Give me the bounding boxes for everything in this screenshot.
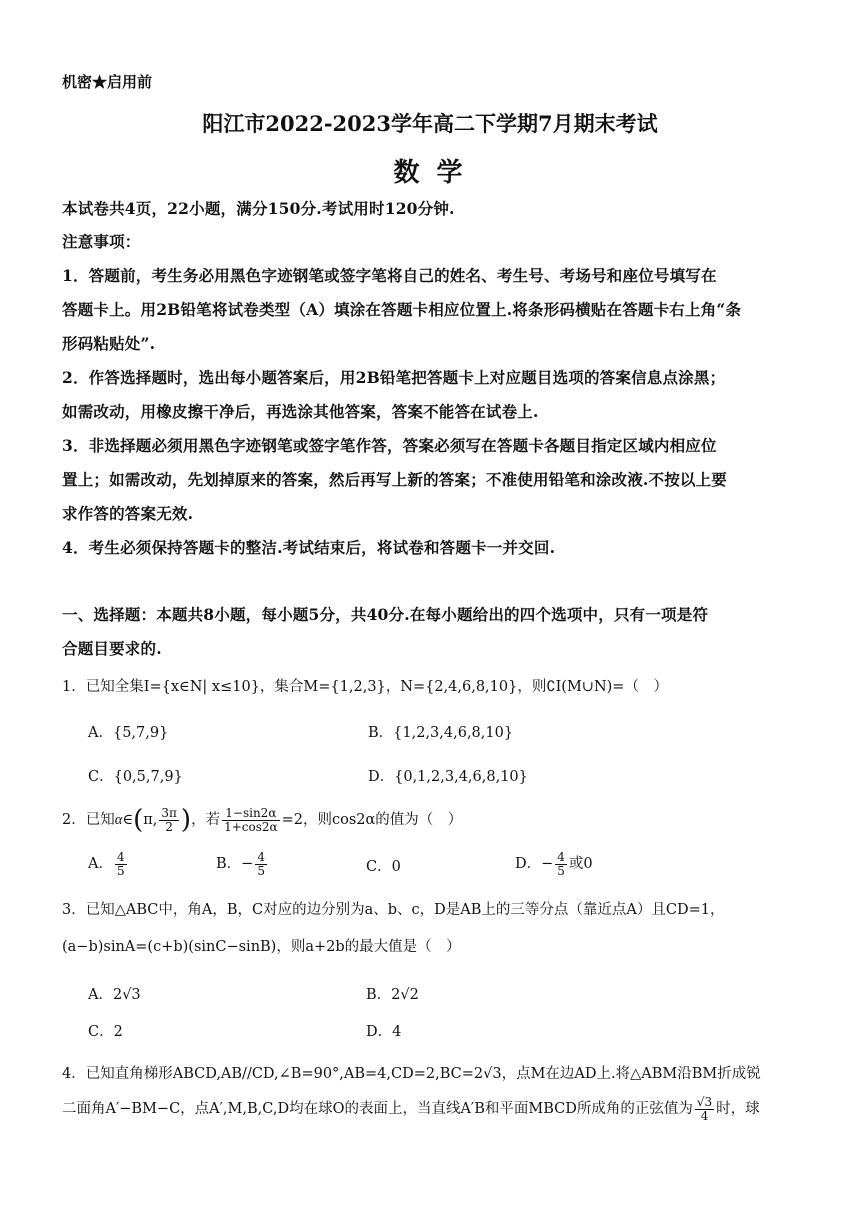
question-4-sine-fraction: [695, 1096, 714, 1123]
question-2-stem: [62, 800, 462, 840]
option-b-label: B．−: [216, 856, 254, 872]
option-a-numerator: 4: [116, 849, 125, 864]
note-1-line-1: 1．答题前，考生务必用黑色字迹钢笔或签字笔将自己的姓名、考生号、考场号和座位号填写在: [62, 266, 717, 285]
question-4-line-2-a: 二面角A′−BM−C，点A′,M,B,C,D均在球O的表面上，当直线A′B和平面MBCD所成角的正弦值为: [62, 1101, 693, 1117]
interval-numerator: 3π: [161, 805, 177, 820]
note-3-line-3: 求作答的答案无效.: [62, 504, 194, 523]
question-4-line-2: [62, 1092, 760, 1126]
confidential-label: 机密★启用前: [62, 73, 153, 91]
section-1-heading-line-1: 一、选择题：本题共8小题，每小题5分，共40分.在每小题给出的四个选项中，只有一项是符: [62, 605, 709, 624]
question-1-option-a: A．{5,7,9}: [88, 725, 169, 741]
exam-title: 阳江市2022-2023学年高二下学期7月期末考试: [202, 111, 658, 136]
right-paren-icon: ): [180, 805, 192, 835]
note-1-line-2: 答题卡上。用2B铅笔将试卷类型（A）填涂在答题卡相应位置上.将条形码横贴在答题卡右上角“条: [62, 300, 742, 319]
question-2-interval-left: π,: [143, 812, 158, 828]
notes-heading: 注意事项：: [62, 232, 141, 251]
question-3-option-b: B．2√2: [366, 987, 419, 1003]
option-d-suffix: 或0: [568, 856, 593, 872]
question-2-interval-fraction: [159, 807, 179, 834]
question-3-line-2: (a−b)sinA=(c+b)(sinC−sinB)，则a+2b的最大值是（ ）: [62, 939, 461, 955]
option-b-numerator: 4: [257, 849, 265, 864]
note-4: 4．考生必须保持答题卡的整洁.考试结束后，将试卷和答题卡一并交回.: [62, 538, 556, 557]
question-3-option-d: D．4: [366, 1024, 402, 1040]
condition-numerator: 1−sin2α: [222, 807, 280, 821]
note-1-line-3: 形码粘贴处”.: [62, 334, 156, 353]
question-1-option-c: C．{0,5,7,9}: [88, 769, 183, 785]
section-1-heading-line-2: 合题目要求的.: [62, 639, 162, 658]
question-2-alpha-in: α∈: [114, 812, 134, 828]
question-4-line-2-b: 时，球: [716, 1101, 760, 1117]
question-3-option-a: A．2√3: [88, 987, 141, 1003]
sine-numerator: √3: [696, 1094, 713, 1109]
option-a-fraction: [115, 851, 127, 878]
option-a-label: A．: [88, 856, 113, 872]
option-d-label: D．−: [515, 856, 554, 872]
option-d-fraction: [555, 851, 567, 878]
question-2-prefix: 2．已知: [62, 812, 115, 828]
question-2-if: ，若: [191, 812, 221, 828]
note-3-line-1: 3．非选择题必须用黑色字迹钢笔或签字笔作答，答案必须写在答题卡各题目指定区域内相应位: [62, 436, 717, 455]
question-1-stem: 1．已知全集I={x∈N| x≤10}，集合M={1,2,3}，N={2,4,6,8,10}，则∁I(M∪N)=（ ）: [62, 679, 668, 695]
condition-denominator: 1+cos2α: [224, 819, 278, 834]
question-2-option-d: [515, 848, 593, 880]
sine-denominator: 4: [700, 1108, 709, 1123]
option-b-fraction: [255, 851, 267, 878]
question-1-option-d: D．{0,1,2,3,4,6,8,10}: [368, 769, 528, 785]
note-2-line-1: 2．作答选择题时，选出每小题答案后，用2B铅笔把答题卡上对应题目选项的答案信息点涂黑；: [62, 368, 726, 387]
note-2-line-2: 如需改动，用橡皮擦干净后，再选涂其他答案，答案不能答在试卷上.: [62, 402, 539, 421]
option-d-numerator: 4: [557, 849, 565, 864]
question-2-condition-rhs: =2，则cos2α的值为（ ）: [281, 812, 463, 828]
interval-denominator: 2: [165, 819, 173, 834]
question-2-option-c: C．0: [366, 859, 401, 875]
question-4-line-1: 4．已知直角梯形ABCD,AB//CD,∠B=90°,AB=4,CD=2,BC=2√3，点M在边AD上.将△ABM沿BM折成锐: [62, 1066, 761, 1082]
question-1-option-b: B．{1,2,3,4,6,8,10}: [368, 725, 514, 741]
note-3-line-2: 置上；如需改动，先划掉原来的答案，然后再写上新的答案；不准使用铅笔和涂改液.不按以上要: [62, 470, 727, 489]
option-a-denominator: 5: [116, 863, 125, 878]
question-3-line-1: 3．已知△ABC中，角A，B，C对应的边分别为a、b、c，D是AB上的三等分点（靠近点A）且CD=1，: [62, 902, 725, 918]
question-2-option-a: [88, 848, 129, 880]
question-2-option-b: [216, 848, 269, 880]
option-d-denominator: 5: [557, 863, 565, 878]
exam-intro: 本试卷共4页，22小题，满分150分.考试用时120分钟.: [62, 199, 455, 218]
option-b-denominator: 5: [257, 863, 265, 878]
question-3-option-c: C．2: [88, 1024, 123, 1040]
left-paren-icon: (: [133, 805, 144, 835]
subject-title: 数 学: [393, 158, 467, 188]
question-2-condition-fraction: [222, 807, 280, 834]
